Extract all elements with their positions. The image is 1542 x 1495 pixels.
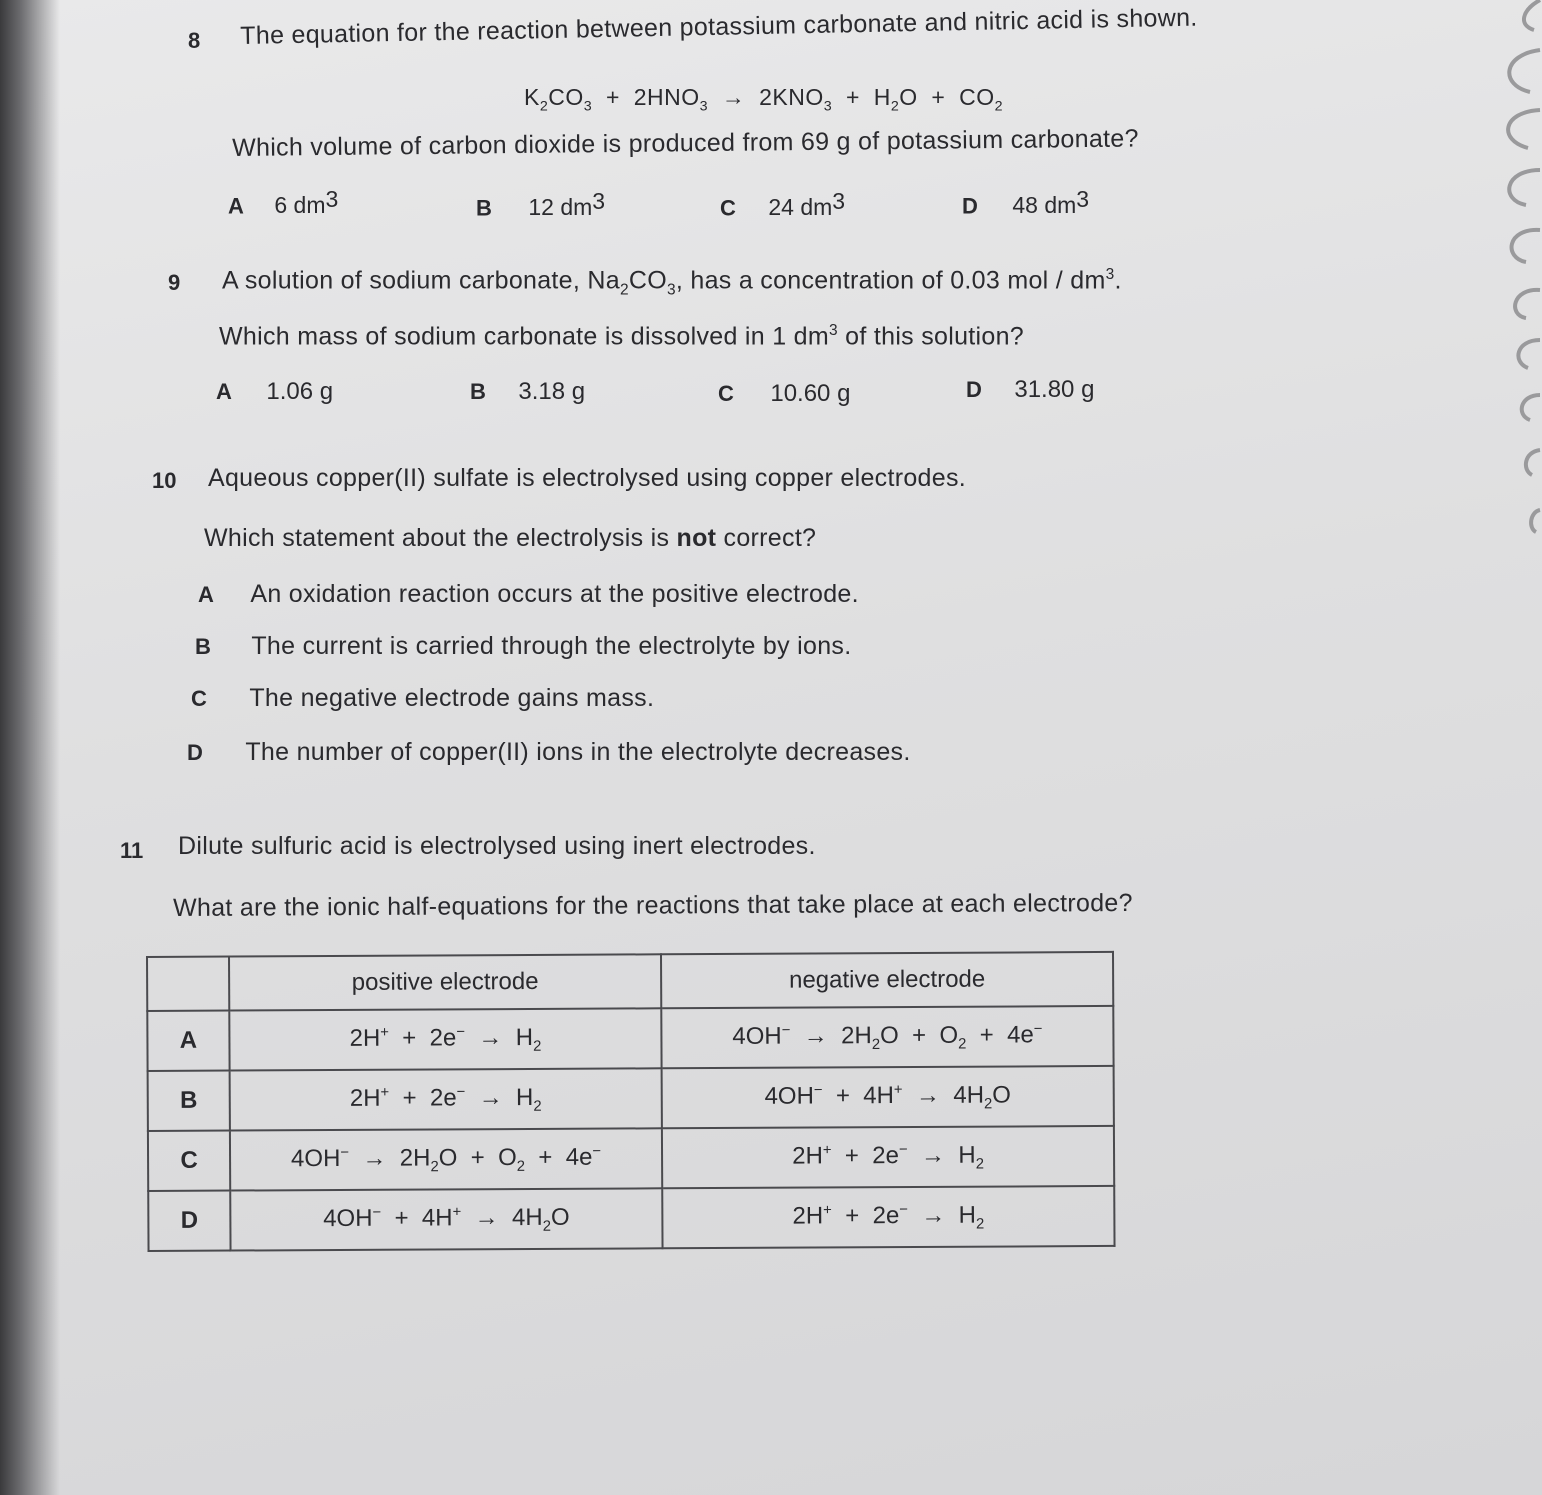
positive-equation: $2H^+ + 2e^- \to H_2$ (229, 1008, 661, 1070)
q9-stem-exp: 3 (1105, 266, 1115, 283)
positive-equation: $4OH^- \to 2H_2O + O_2 + 4e^-$ (230, 1128, 662, 1190)
q9-question-exp: 3 (829, 322, 838, 339)
q11-question: What are the ionic half-equations for the reactions that take place at each electrode? (173, 888, 1133, 922)
q10-option-a (198, 580, 859, 609)
option-value: 48 dm (1012, 192, 1077, 219)
option-value: 1.06 g (266, 378, 334, 405)
q9-stem-end: . (1114, 266, 1122, 295)
q9-option-a (216, 378, 333, 406)
row-letter: B (148, 1071, 230, 1131)
option-letter: A (198, 582, 214, 607)
q9-stem-suffix: , has a concentration of 0.03 mol / dm (675, 266, 1106, 295)
option-letter: B (470, 379, 486, 404)
option-letter: C (720, 195, 736, 221)
negative-equation: $4OH^- \to 2H_2O + O_2 + 4e^-$ (661, 1006, 1113, 1068)
q9-stem-prefix: A solution of sodium carbonate, Na (222, 266, 620, 295)
option-letter: C (191, 686, 207, 711)
option-letter: B (195, 634, 211, 659)
option-value: 24 dm (768, 194, 833, 221)
option-letter: D (962, 193, 978, 219)
table-corner-cell (147, 957, 229, 1011)
q8-option-a (228, 186, 338, 219)
negative-equation: $4OH^- + 4H^+ \to 4H_2O$ (662, 1066, 1114, 1128)
q10-number: 10 (152, 468, 177, 493)
q9-stem-mid: CO (628, 266, 667, 295)
option-exponent: 3 (832, 188, 846, 214)
q9-option-d (966, 376, 1094, 404)
q10-question-bold: not (676, 524, 717, 552)
option-value: 6 dm (274, 192, 326, 219)
option-text: The number of copper(II) ions in the electrolyte decreases. (245, 738, 911, 766)
option-value: 10.60 g (770, 380, 851, 407)
option-exponent: 3 (1076, 186, 1090, 212)
negative-equation: $2H^+ + 2e^- \to H_2$ (662, 1126, 1114, 1188)
q9-question-suffix: of this solution? (837, 322, 1025, 351)
table-row (147, 1006, 1113, 1071)
option-exponent: 3 (325, 186, 339, 212)
answer-table (146, 951, 1116, 1252)
q9-option-b (470, 378, 585, 406)
option-letter: C (718, 381, 734, 406)
row-letter: D (148, 1191, 230, 1251)
q10-option-d (187, 738, 911, 767)
q8-option-b (476, 188, 605, 221)
q8-equation: $K_2CO_3 + 2HNO_3 \to 2KNO_3 + H_2O + CO_2$ (524, 84, 1004, 115)
row-letter: C (148, 1131, 230, 1191)
table-row (148, 1066, 1114, 1131)
q11-number: 11 (120, 838, 144, 863)
option-exponent: 3 (592, 188, 606, 214)
q9-stem (222, 266, 1122, 299)
q8-question: Which volume of carbon dioxide is produced from 69 g of potassium carbonate? (232, 124, 1139, 162)
header-negative-electrode: negative electrode (661, 952, 1113, 1008)
option-value: 3.18 g (518, 378, 586, 405)
option-text: The current is carried through the electrolyte by ions. (251, 632, 852, 660)
table-row (148, 1186, 1114, 1251)
spiral-binding (1482, 0, 1542, 560)
page-shadow (0, 0, 60, 1495)
q10-question (204, 524, 816, 553)
option-text: An oxidation reaction occurs at the positive electrode. (250, 580, 859, 608)
q8-number: 8 (188, 28, 201, 53)
row-letter: A (147, 1011, 229, 1071)
q9-option-c (718, 380, 850, 408)
positive-equation: $2H^+ + 2e^- \to H_2$ (230, 1068, 662, 1130)
option-letter: A (216, 379, 232, 404)
option-letter: B (476, 195, 492, 221)
q10-question-suffix: correct? (716, 524, 817, 552)
q8-option-d (962, 186, 1089, 219)
option-letter: A (228, 193, 244, 219)
table-row (148, 1126, 1114, 1191)
q10-question-prefix: Which statement about the electrolysis is (204, 524, 677, 552)
q8-option-c (720, 188, 845, 221)
option-text: The negative electrode gains mass. (249, 684, 655, 712)
q9-number: 9 (168, 270, 181, 295)
option-value: 12 dm (528, 194, 593, 221)
q9-stem-sub: 2 (619, 281, 629, 299)
q10-stem: Aqueous copper(II) sulfate is electrolysed using copper electrodes. (208, 464, 967, 492)
q11-stem: Dilute sulfuric acid is electrolysed using inert electrodes. (178, 832, 816, 860)
q9-question (219, 322, 1024, 351)
q9-question-prefix: Which mass of sodium carbonate is dissolved in 1 dm (219, 322, 830, 351)
positive-equation: $4OH^- + 4H^+ \to 4H_2O$ (230, 1188, 662, 1250)
q9-stem-sub2: 3 (666, 281, 676, 299)
negative-equation: $2H^+ + 2e^- \to H_2$ (662, 1186, 1114, 1248)
header-positive-electrode: positive electrode (229, 954, 661, 1010)
q8-stem: The equation for the reaction between potassium carbonate and nitric acid is shown. (240, 3, 1198, 50)
option-letter: D (187, 740, 203, 765)
option-value: 31.80 g (1014, 376, 1095, 403)
q10-option-b (195, 632, 851, 661)
q10-option-c (191, 684, 654, 713)
option-letter: D (966, 377, 982, 402)
table-header-row (147, 952, 1113, 1011)
